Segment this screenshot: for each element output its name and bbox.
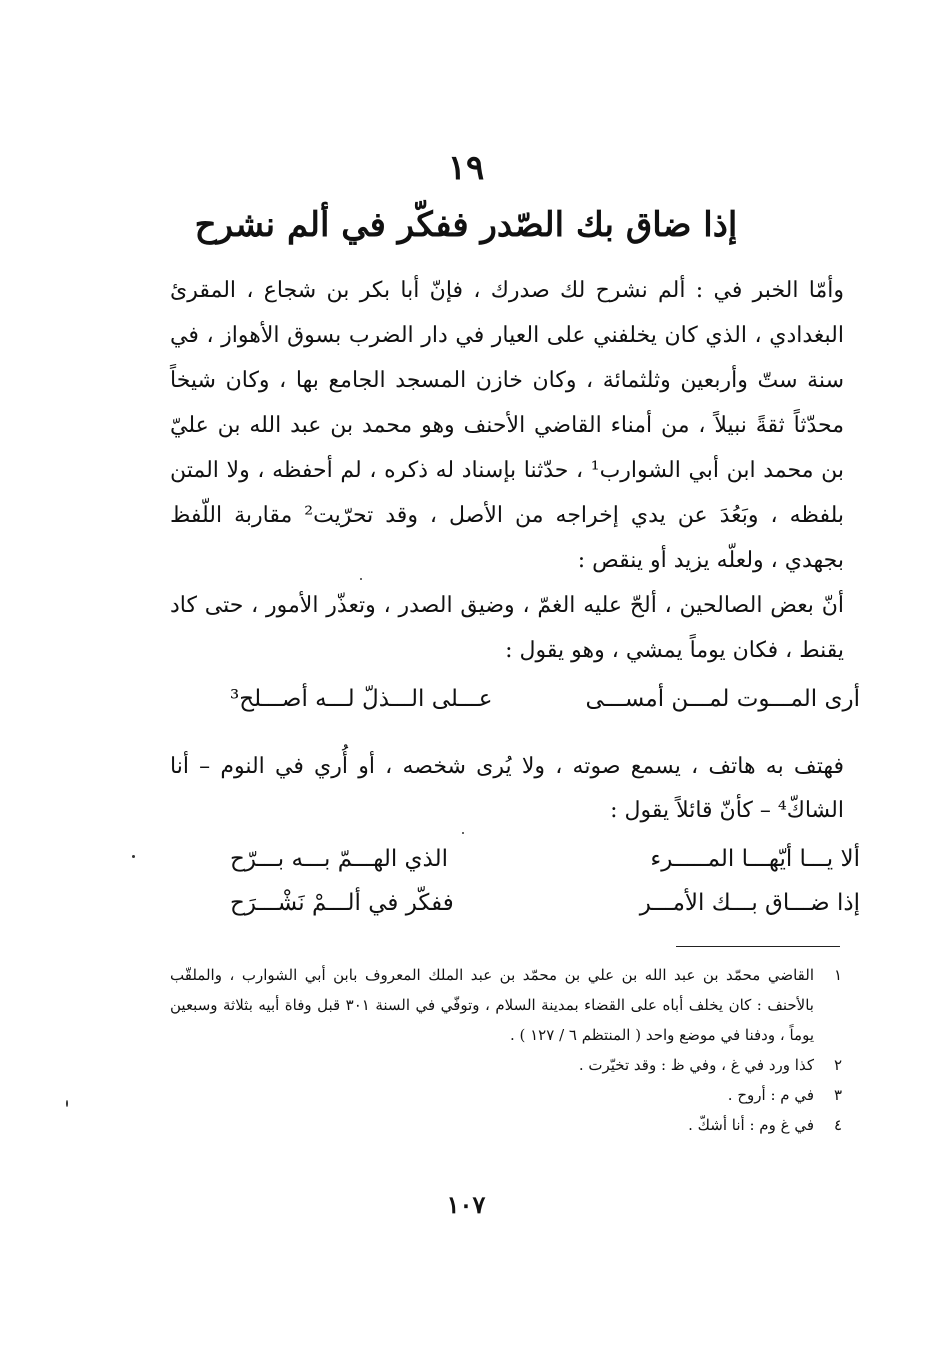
verse-1-hemistich-1: أرى المـــوت لمـــن أمســـى — [585, 686, 860, 712]
paragraph-3: فهتف به هاتف ، يسمع صوته ، ولا يُرى شخصه ، أو أُري في النوم – أنا الشاكّ⁴ – كأنّ قائلاً يقول : — [170, 754, 844, 823]
footnote-number: ٣ — [833, 1086, 842, 1104]
footnote-number: ١ — [833, 966, 842, 984]
footnote-number: ٤ — [833, 1116, 842, 1134]
verse-2-line-2-hemistich-2: ففكّر في ألـــمْ نَشْـــرَح — [230, 890, 454, 916]
main-text — [170, 268, 844, 673]
verse-2-line-2-hemistich-1: إذا ضـــاق بـــك الأمـــر — [639, 890, 860, 916]
verse-1-hemistich-2: عـــلى الـــذلّ لـــه أصـــلح³ — [230, 686, 493, 712]
page-number: ١٠٧ — [446, 1190, 486, 1219]
footnotes — [170, 960, 842, 1140]
footnote — [170, 960, 842, 1050]
verse-2-line-1-hemistich-2: الذي الهـــمّ بـــه بـــرّح — [230, 846, 449, 872]
scan-speck — [66, 1100, 68, 1107]
verse-2-line-2 — [230, 890, 860, 916]
verse-2-line-1 — [230, 846, 860, 872]
scan-speck — [360, 578, 362, 580]
verse-2-line-1-hemistich-1: ألا يـــا أيّهـــا المـــــرء — [650, 846, 860, 872]
section-number: ١٩ — [447, 148, 485, 188]
paragraph-2: أنّ بعض الصالحين ، ألحّ عليه الغمّ ، وضيق الصدر ، وتعذّر الأمور ، حتى كاد يقنط ، فكان يوماً يمشي ، وهو يقول : — [170, 593, 844, 663]
footnote — [170, 1110, 842, 1140]
footnote — [170, 1080, 842, 1110]
footnote-number: ٢ — [833, 1056, 842, 1074]
paragraph-3-block — [170, 745, 844, 833]
footnote-text: كذا ورد في غ ، وفي ظ : وقد تخيّرت . — [578, 1056, 814, 1074]
verse-1 — [230, 686, 860, 712]
footnote — [170, 1050, 842, 1080]
footnote-text: القاضي محمّد بن عبد الله بن علي بن محمّد بن عبد الملك المعروف بابن أبي الشوارب ، والملقّب بالأحنف : كان يخلف أباه على القضاء بمدينة السلام ، وتوفّي في السنة ٣٠١ قبل وفاة أبيه بثلاثة وسبعين يوماً ، ودفنا في موضع واحد ( المنتظم ٦ / ١٢٧ ) . — [170, 966, 814, 1044]
chapter-title: إذا ضاق بك الصّدر ففكّر في ألم نشرح — [194, 205, 738, 245]
scan-speck — [462, 832, 464, 834]
footnote-divider — [676, 946, 840, 947]
footnote-text: في م : أروح . — [727, 1086, 814, 1104]
scan-speck — [132, 855, 135, 858]
footnote-text: في غ وم : أنا أشكّ . — [688, 1116, 814, 1134]
paragraph-1: وأمّا الخبر في : ألم نشرح لك صدرك ، فإنّ أبا بكر بن شجاع ، المقرئ البغدادي ، الذي كان يخلفني على العيار في دار الضرب بسوق الأهواز ، في سنة ستّ وأربعين وثلثمائة ، وكان خازن المسجد الجامع بها ، وكان شيخاً محدّثاً ثقةً نبيلاً ، من أمناء القاضي الأحنف وهو محمد بن عبد الله بن عليّ بن محمد ابن أبي الشوارب¹ ، حدّثنا بإسناد له ذكره ، لم أحفظه ، ولا المتن بلفظه ، وبَعُدَ عن يدي إخراجه من الأصل ، وقد تحرّيت² مقاربة اللّفظ بجهدي ، ولعلّه يزيد أو ينقص : — [170, 278, 844, 573]
